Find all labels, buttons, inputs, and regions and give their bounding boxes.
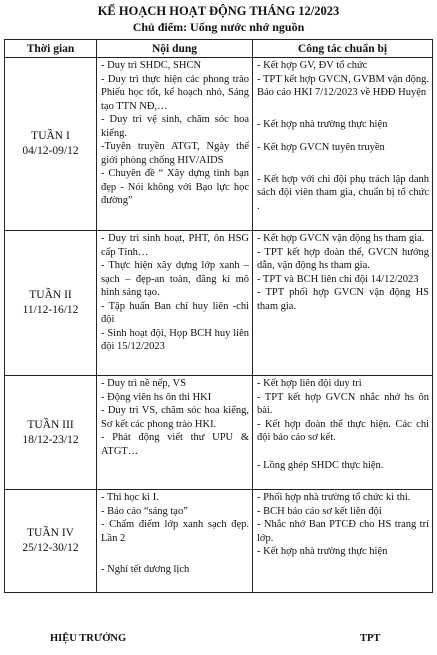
- week-dates: 18/12-23/12: [22, 433, 79, 446]
- list-item: - Kết hợp đoàn thể thực hiện. Các chi đội báo cáo sơ kết.: [257, 418, 429, 443]
- list-item: -Tuyên truyền ATGT, Ngày thế giới phòng chống HIV/AIDS: [101, 141, 249, 166]
- column-header-preparation: Công tác chuẩn bị: [253, 40, 433, 58]
- column-header-time: Thời gian: [5, 40, 97, 58]
- week-dates: 11/12-16/12: [22, 304, 79, 316]
- list-item: - Sinh hoạt đội, Họp BCH huy liên đội 15/12/2023: [101, 327, 249, 352]
- content-cell: [97, 58, 253, 231]
- list-item: - Kết hợp nhà trường thực hiện: [257, 546, 388, 557]
- list-item: - Duy trì VS, chăm sóc hoa kiểng, Sơ kết các phong trào HKI.: [101, 405, 249, 430]
- list-item: - Chuyên đề “ Xây dựng tình bạn đẹp - Nói không với Bạo lực học đường”: [101, 168, 249, 206]
- list-item: - Duy trì thực hiện các phong trào Phiếu học tốt, kế hoạch nhỏ, Sáng tạo TTN NĐ,…: [101, 73, 249, 112]
- week-dates: 04/12-09/12: [22, 145, 79, 157]
- table-row: [5, 58, 433, 231]
- list-item: - Động viên hs ôn thi HKI: [101, 391, 212, 403]
- list-item: - Thực hiện xây dựng lớp xanh – sạch – đẹp-an toàn, đăng kí mô hình sáng tạo.: [101, 260, 249, 298]
- list-item: - Nhắc nhở Ban PTCĐ cho HS trang trí lớp.: [257, 519, 429, 544]
- week-cell: [5, 58, 97, 231]
- list-item: - Kết hợp nhà trường thực hiện: [257, 118, 388, 130]
- list-item: - BCH báo cáo sơ kết liên đội: [257, 505, 382, 517]
- table-row: [5, 231, 433, 376]
- week-cell: [5, 376, 97, 490]
- document-title: KẾ HOẠCH HOẠT ĐỘNG THÁNG 12/2023: [97, 4, 340, 18]
- week-name: TUẦN III: [27, 418, 74, 431]
- week-name: TUẦN II: [29, 289, 72, 301]
- list-item: - Kết hợp GVCN vận động hs tham gia.: [257, 233, 425, 244]
- list-item: - TPT kết hợp GVCN nhắc nhở hs ôn bài.: [257, 391, 429, 416]
- table-row: [5, 376, 433, 490]
- list-item: - Kết hợp với chi đội phụ trách lập danh sách đội viên tham gia, chuẩn bị tổ chức .: [257, 173, 429, 212]
- week-cell: [5, 490, 97, 593]
- content-cell: [97, 490, 253, 593]
- list-item: - Kết hợp GV, ĐV tổ chức: [257, 60, 368, 71]
- list-item: - TPT phối hợp GVCN vận động HS tham gia.: [257, 287, 429, 312]
- tpt-signature-label: TPT: [360, 633, 381, 644]
- week-name: TUẦN I: [31, 130, 70, 142]
- list-item: - Phát động viết thư UPU & ATGT…: [101, 432, 249, 457]
- content-cell: [97, 231, 253, 376]
- list-item: - Chấm điểm lớp xanh sạch đẹp. Lần 2: [101, 519, 249, 544]
- list-item: - TPT kết hợp GVCN, GVBM vận động. Báo cáo HKI 7/12/2023 về HĐĐ Huyện: [257, 73, 429, 98]
- document-subtitle: Chủ điểm: Uống nước nhớ nguồn: [132, 20, 305, 34]
- preparation-cell: [253, 58, 433, 231]
- principal-signature-label: HIỆU TRƯỞNG: [50, 633, 127, 644]
- list-item: - Nghỉ tết dương lịch: [101, 564, 190, 575]
- table-header-row: [5, 40, 433, 58]
- content-cell: [97, 376, 253, 490]
- list-item: - Duy trì SHDC, SHCN: [101, 60, 202, 71]
- list-item: - Duy trì nề nếp, VS: [101, 378, 186, 389]
- list-item: - TPT kết hợp đoàn thể, GVCN hướng dẫn, vận động hs tham gia.: [257, 246, 429, 271]
- week-cell: [5, 231, 97, 376]
- list-item: - Phối hợp nhà trường tổ chức kì thi.: [257, 492, 411, 503]
- list-item: - Kết hợp liên đội duy trì: [257, 378, 362, 389]
- list-item: - Lồng ghép SHDC thực hiện.: [257, 459, 384, 471]
- preparation-cell: [253, 376, 433, 490]
- list-item: - Kết hợp GVCN tuyên truyền: [257, 142, 385, 153]
- list-item: - Tập huấn Ban chỉ huy liên -chi đội: [101, 300, 249, 325]
- list-item: - Thi học kì I.: [101, 492, 159, 503]
- column-header-content: Nội dung: [97, 40, 253, 58]
- week-dates: 25/12-30/12: [22, 542, 79, 554]
- preparation-cell: [253, 231, 433, 376]
- preparation-cell: [253, 490, 433, 593]
- plan-table: [4, 39, 433, 593]
- list-item: - Duy trì vệ sinh, chăm sóc hoa kiểng.: [101, 114, 249, 139]
- table-row: [5, 490, 433, 593]
- week-name: TUẦN IV: [27, 527, 74, 539]
- list-item: - Báo cáo “sáng tạo”: [101, 505, 188, 517]
- list-item: - Duy trì sinh hoạt, PHT, ôn HSG cấp Tỉnh…: [101, 233, 249, 258]
- list-item: - TPT và BCH liên chi đội 14/12/2023: [257, 273, 419, 285]
